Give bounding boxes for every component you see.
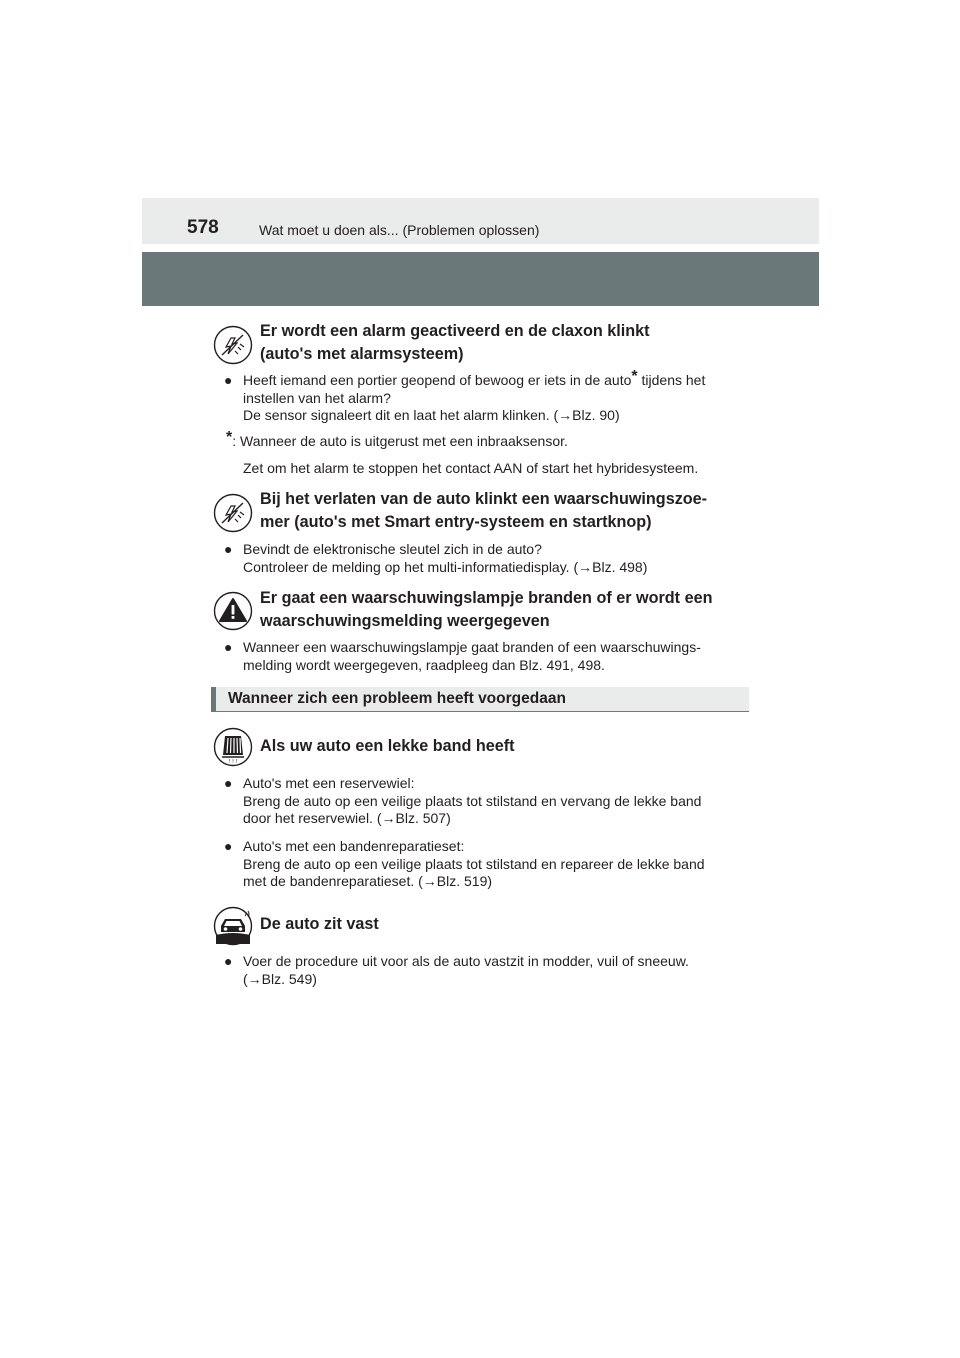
page-number: 578 [187,217,219,238]
stuck-car-icon [213,906,253,946]
alarm-footnote: *: Wanneer de auto is uitgerust met een inbraaksensor. [226,429,568,449]
stuck-heading: De auto zit vast [260,915,379,933]
alarm-bullet: ● Heeft iemand een portier geopend of bewoog er iets in de auto* tijdens het instellen van het alarm? De sensor signaleert dit en laat het alarm klinken. (→Blz. 90) [224,368,706,423]
smart-entry-heading: Bij het verlaten van de auto klinkt een waarschuwingszoe- mer (auto's met Smart entry-systeem en startknop) [260,490,708,531]
header-title: Wat moet u doen als... (Problemen oplossen) [259,222,540,238]
chapter-bar [142,252,819,306]
warning-triangle-icon [213,591,253,631]
section-title: Wanneer zich een probleem heeft voorgedaan [228,690,566,707]
smart-entry-bullet: ● Bevindt de elektronische sleutel zich in de auto? Controleer de melding op het multi-informatiedisplay. (→Blz. 498) [224,541,648,575]
warning-light-bullet: ● Wanneer een waarschuwingslampje gaat branden of een waarschuwings- melding wordt weergegeven, raadpleeg dan Blz. 491, 498. [224,639,701,673]
warning-light-heading: Er gaat een waarschuwingslampje branden of er wordt een waarschuwingsmelding weergegeven [260,589,713,630]
flat-tire-icon [213,727,253,767]
flat-tire-heading: Als uw auto een lekke band heeft [260,737,515,755]
lightning-car-icon [213,493,253,533]
flat-tire-bullet-2: ● Auto's met een bandenreparatieset: Breng de auto op een veilige plaats tot stilstand en repareer de lekke band met de bandenreparatieset. (→Blz. 519) [224,838,705,889]
stuck-bullet: ● Voer de procedure uit voor als de auto vastzit in modder, vuil of sneeuw. (→Blz. 549) [224,953,689,987]
svg-text:! ! !: ! ! ! [228,759,238,765]
flat-tire-bullet-1: ● Auto's met een reservewiel: Breng de auto op een veilige plaats tot stilstand en vervang de lekke band door het reservewiel. (→Blz. 507) [224,775,702,826]
lightning-car-icon [213,325,253,365]
alarm-heading: Er wordt een alarm geactiveerd en de claxon klinkt (auto's met alarmsysteem) [260,322,650,363]
alarm-footnote-line2: Zet om het alarm te stoppen het contact AAN of start het hybridesysteem. [243,460,699,476]
section-title-bar [211,687,749,712]
